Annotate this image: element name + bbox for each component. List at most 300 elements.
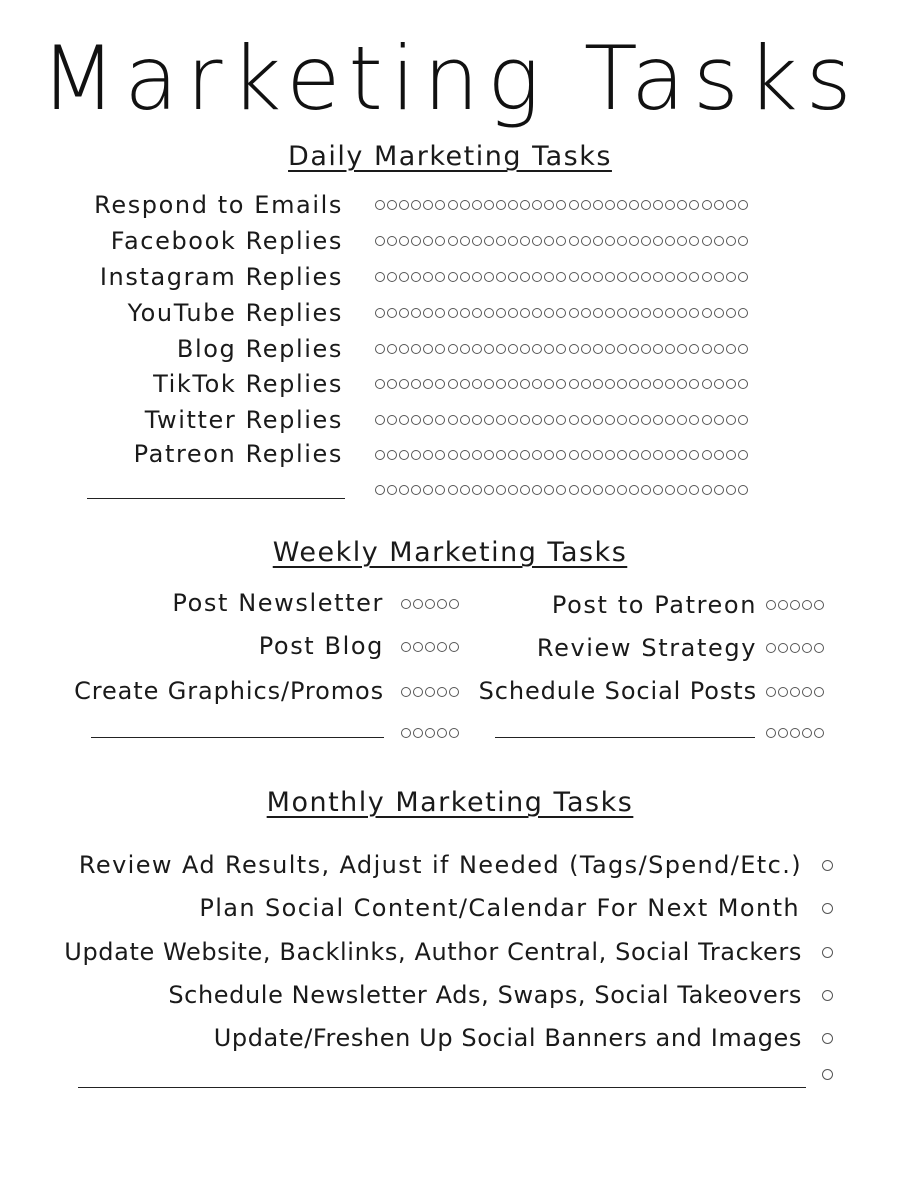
tracker-circle[interactable] xyxy=(375,485,385,495)
tracker-circle[interactable] xyxy=(472,415,482,425)
tracker-circle[interactable] xyxy=(556,415,566,425)
tracker-circle[interactable] xyxy=(472,485,482,495)
tracker-circle[interactable] xyxy=(496,272,506,282)
tracker-circle[interactable] xyxy=(375,308,385,318)
tracker-circle[interactable] xyxy=(790,643,800,653)
tracker-circle[interactable] xyxy=(484,200,494,210)
tracker-circle[interactable] xyxy=(802,687,812,697)
tracker-circle[interactable] xyxy=(460,344,470,354)
tracker-circle[interactable] xyxy=(677,379,687,389)
tracker-circle[interactable] xyxy=(802,643,812,653)
tracker-circle[interactable] xyxy=(581,485,591,495)
tracker-circle[interactable] xyxy=(496,379,506,389)
tracker-circle[interactable] xyxy=(726,485,736,495)
tracker-circle[interactable] xyxy=(702,344,712,354)
tracker-circle[interactable] xyxy=(593,344,603,354)
tracker-circle[interactable] xyxy=(520,272,530,282)
tracker-circle[interactable] xyxy=(532,344,542,354)
tracker-circle[interactable] xyxy=(375,236,385,246)
tracker-circle[interactable] xyxy=(472,272,482,282)
tracker-circle[interactable] xyxy=(726,272,736,282)
tracker-circle[interactable] xyxy=(653,272,663,282)
tracker-circle[interactable] xyxy=(790,687,800,697)
tracker-circle[interactable] xyxy=(605,308,615,318)
tracker-circle[interactable] xyxy=(726,450,736,460)
tracker-circle[interactable] xyxy=(605,450,615,460)
tracker-circle[interactable] xyxy=(617,200,627,210)
tracker-circle[interactable] xyxy=(689,450,699,460)
tracker-circle[interactable] xyxy=(689,344,699,354)
tracker-circle[interactable] xyxy=(508,200,518,210)
tracker-circle[interactable] xyxy=(484,272,494,282)
tracker-circle[interactable] xyxy=(375,200,385,210)
tracker-circle[interactable] xyxy=(778,728,788,738)
tracker-circle[interactable] xyxy=(738,485,748,495)
tracker-circle[interactable] xyxy=(399,200,409,210)
tracker-circle[interactable] xyxy=(617,379,627,389)
tracker-circle[interactable] xyxy=(387,450,397,460)
tracker-circle[interactable] xyxy=(702,200,712,210)
tracker-circle[interactable] xyxy=(714,200,724,210)
tracker-circle[interactable] xyxy=(472,200,482,210)
tracker-circle[interactable] xyxy=(423,485,433,495)
tracker-circle[interactable] xyxy=(399,415,409,425)
tracker-circle[interactable] xyxy=(520,236,530,246)
tracker-circle[interactable] xyxy=(387,485,397,495)
tracker-circle[interactable] xyxy=(460,236,470,246)
tracker-circle[interactable] xyxy=(508,485,518,495)
tracker-circle[interactable] xyxy=(665,200,675,210)
tracker-circle[interactable] xyxy=(702,450,712,460)
tracker-circle[interactable] xyxy=(569,308,579,318)
tracker-circle[interactable] xyxy=(556,485,566,495)
tracker-circle[interactable] xyxy=(435,415,445,425)
tracker-circle[interactable] xyxy=(435,344,445,354)
tracker-circle[interactable] xyxy=(520,379,530,389)
tracker-circle[interactable] xyxy=(665,308,675,318)
tracker-circle[interactable] xyxy=(448,272,458,282)
tracker-circle[interactable] xyxy=(544,200,554,210)
tracker-circle[interactable] xyxy=(581,450,591,460)
monthly-checkbox[interactable] xyxy=(822,903,833,914)
tracker-circle[interactable] xyxy=(435,450,445,460)
tracker-circle[interactable] xyxy=(702,415,712,425)
tracker-circle[interactable] xyxy=(423,450,433,460)
tracker-circle[interactable] xyxy=(629,485,639,495)
tracker-circle[interactable] xyxy=(401,642,411,652)
tracker-circle[interactable] xyxy=(653,236,663,246)
tracker-circle[interactable] xyxy=(569,272,579,282)
tracker-circle[interactable] xyxy=(508,450,518,460)
tracker-circle[interactable] xyxy=(790,600,800,610)
tracker-circle[interactable] xyxy=(411,450,421,460)
tracker-circle[interactable] xyxy=(629,344,639,354)
tracker-circle[interactable] xyxy=(544,272,554,282)
tracker-circle[interactable] xyxy=(460,379,470,389)
tracker-circle[interactable] xyxy=(766,643,776,653)
tracker-circle[interactable] xyxy=(814,687,824,697)
tracker-circle[interactable] xyxy=(399,272,409,282)
tracker-circle[interactable] xyxy=(581,308,591,318)
tracker-circle[interactable] xyxy=(375,450,385,460)
tracker-circle[interactable] xyxy=(460,415,470,425)
tracker-circle[interactable] xyxy=(435,308,445,318)
tracker-circle[interactable] xyxy=(714,272,724,282)
tracker-circle[interactable] xyxy=(387,379,397,389)
tracker-circle[interactable] xyxy=(437,728,447,738)
tracker-circle[interactable] xyxy=(714,344,724,354)
tracker-circle[interactable] xyxy=(520,485,530,495)
tracker-circle[interactable] xyxy=(677,450,687,460)
tracker-circle[interactable] xyxy=(508,308,518,318)
tracker-circle[interactable] xyxy=(738,200,748,210)
tracker-circle[interactable] xyxy=(766,600,776,610)
tracker-circle[interactable] xyxy=(641,485,651,495)
tracker-circle[interactable] xyxy=(423,379,433,389)
tracker-circle[interactable] xyxy=(532,272,542,282)
tracker-circle[interactable] xyxy=(665,379,675,389)
tracker-circle[interactable] xyxy=(665,344,675,354)
tracker-circle[interactable] xyxy=(702,308,712,318)
tracker-circle[interactable] xyxy=(593,272,603,282)
tracker-circle[interactable] xyxy=(641,379,651,389)
tracker-circle[interactable] xyxy=(520,308,530,318)
tracker-circle[interactable] xyxy=(520,344,530,354)
tracker-circle[interactable] xyxy=(605,415,615,425)
tracker-circle[interactable] xyxy=(375,344,385,354)
tracker-circle[interactable] xyxy=(641,450,651,460)
tracker-circle[interactable] xyxy=(689,379,699,389)
tracker-circle[interactable] xyxy=(581,200,591,210)
tracker-circle[interactable] xyxy=(411,308,421,318)
tracker-circle[interactable] xyxy=(802,600,812,610)
tracker-circle[interactable] xyxy=(714,485,724,495)
tracker-circle[interactable] xyxy=(448,379,458,389)
tracker-circle[interactable] xyxy=(629,272,639,282)
tracker-circle[interactable] xyxy=(411,236,421,246)
tracker-circle[interactable] xyxy=(556,200,566,210)
tracker-circle[interactable] xyxy=(401,728,411,738)
tracker-circle[interactable] xyxy=(641,272,651,282)
tracker-circle[interactable] xyxy=(702,236,712,246)
tracker-circle[interactable] xyxy=(738,415,748,425)
tracker-circle[interactable] xyxy=(738,308,748,318)
tracker-circle[interactable] xyxy=(641,308,651,318)
tracker-circle[interactable] xyxy=(556,379,566,389)
tracker-circle[interactable] xyxy=(532,236,542,246)
tracker-circle[interactable] xyxy=(569,236,579,246)
tracker-circle[interactable] xyxy=(629,379,639,389)
tracker-circle[interactable] xyxy=(425,642,435,652)
tracker-circle[interactable] xyxy=(665,415,675,425)
tracker-circle[interactable] xyxy=(677,485,687,495)
tracker-circle[interactable] xyxy=(556,344,566,354)
tracker-circle[interactable] xyxy=(766,687,776,697)
tracker-circle[interactable] xyxy=(496,236,506,246)
tracker-circle[interactable] xyxy=(472,344,482,354)
tracker-circle[interactable] xyxy=(814,600,824,610)
tracker-circle[interactable] xyxy=(641,200,651,210)
tracker-circle[interactable] xyxy=(714,379,724,389)
tracker-circle[interactable] xyxy=(532,415,542,425)
tracker-circle[interactable] xyxy=(544,308,554,318)
tracker-circle[interactable] xyxy=(544,415,554,425)
tracker-circle[interactable] xyxy=(556,236,566,246)
tracker-circle[interactable] xyxy=(617,344,627,354)
tracker-circle[interactable] xyxy=(738,272,748,282)
tracker-circle[interactable] xyxy=(677,236,687,246)
tracker-circle[interactable] xyxy=(425,687,435,697)
tracker-circle[interactable] xyxy=(778,643,788,653)
tracker-circle[interactable] xyxy=(375,272,385,282)
tracker-circle[interactable] xyxy=(665,450,675,460)
tracker-circle[interactable] xyxy=(593,236,603,246)
tracker-circle[interactable] xyxy=(508,272,518,282)
tracker-circle[interactable] xyxy=(641,236,651,246)
tracker-circle[interactable] xyxy=(629,308,639,318)
tracker-circle[interactable] xyxy=(702,272,712,282)
tracker-circle[interactable] xyxy=(593,200,603,210)
tracker-circle[interactable] xyxy=(387,308,397,318)
tracker-circle[interactable] xyxy=(484,450,494,460)
tracker-circle[interactable] xyxy=(617,236,627,246)
tracker-circle[interactable] xyxy=(532,379,542,389)
tracker-circle[interactable] xyxy=(726,344,736,354)
tracker-circle[interactable] xyxy=(629,415,639,425)
tracker-circle[interactable] xyxy=(496,344,506,354)
tracker-circle[interactable] xyxy=(689,200,699,210)
tracker-circle[interactable] xyxy=(556,450,566,460)
tracker-circle[interactable] xyxy=(726,415,736,425)
tracker-circle[interactable] xyxy=(484,308,494,318)
tracker-circle[interactable] xyxy=(448,236,458,246)
tracker-circle[interactable] xyxy=(411,379,421,389)
tracker-circle[interactable] xyxy=(714,415,724,425)
tracker-circle[interactable] xyxy=(423,236,433,246)
tracker-circle[interactable] xyxy=(411,485,421,495)
tracker-circle[interactable] xyxy=(472,236,482,246)
tracker-circle[interactable] xyxy=(425,728,435,738)
tracker-circle[interactable] xyxy=(484,415,494,425)
tracker-circle[interactable] xyxy=(399,450,409,460)
tracker-circle[interactable] xyxy=(617,308,627,318)
tracker-circle[interactable] xyxy=(423,344,433,354)
tracker-circle[interactable] xyxy=(411,272,421,282)
tracker-circle[interactable] xyxy=(425,599,435,609)
tracker-circle[interactable] xyxy=(532,485,542,495)
tracker-circle[interactable] xyxy=(581,236,591,246)
tracker-circle[interactable] xyxy=(532,450,542,460)
tracker-circle[interactable] xyxy=(653,485,663,495)
tracker-circle[interactable] xyxy=(569,200,579,210)
tracker-circle[interactable] xyxy=(496,485,506,495)
tracker-circle[interactable] xyxy=(766,728,776,738)
tracker-circle[interactable] xyxy=(677,308,687,318)
tracker-circle[interactable] xyxy=(738,379,748,389)
monthly-checkbox[interactable] xyxy=(822,990,833,1001)
tracker-circle[interactable] xyxy=(399,379,409,389)
tracker-circle[interactable] xyxy=(496,415,506,425)
tracker-circle[interactable] xyxy=(790,728,800,738)
tracker-circle[interactable] xyxy=(435,272,445,282)
tracker-circle[interactable] xyxy=(726,308,736,318)
tracker-circle[interactable] xyxy=(423,200,433,210)
tracker-circle[interactable] xyxy=(399,485,409,495)
monthly-blank-write-in-line[interactable] xyxy=(78,1087,806,1088)
tracker-circle[interactable] xyxy=(532,308,542,318)
tracker-circle[interactable] xyxy=(653,415,663,425)
tracker-circle[interactable] xyxy=(605,272,615,282)
tracker-circle[interactable] xyxy=(689,236,699,246)
tracker-circle[interactable] xyxy=(484,379,494,389)
tracker-circle[interactable] xyxy=(641,415,651,425)
tracker-circle[interactable] xyxy=(375,415,385,425)
tracker-circle[interactable] xyxy=(738,450,748,460)
tracker-circle[interactable] xyxy=(472,379,482,389)
tracker-circle[interactable] xyxy=(814,728,824,738)
tracker-circle[interactable] xyxy=(520,415,530,425)
tracker-circle[interactable] xyxy=(689,415,699,425)
tracker-circle[interactable] xyxy=(435,379,445,389)
tracker-circle[interactable] xyxy=(629,200,639,210)
tracker-circle[interactable] xyxy=(532,200,542,210)
tracker-circle[interactable] xyxy=(387,415,397,425)
tracker-circle[interactable] xyxy=(641,344,651,354)
tracker-circle[interactable] xyxy=(520,450,530,460)
tracker-circle[interactable] xyxy=(581,379,591,389)
tracker-circle[interactable] xyxy=(448,415,458,425)
tracker-circle[interactable] xyxy=(387,272,397,282)
tracker-circle[interactable] xyxy=(677,272,687,282)
tracker-circle[interactable] xyxy=(677,415,687,425)
tracker-circle[interactable] xyxy=(665,485,675,495)
tracker-circle[interactable] xyxy=(629,236,639,246)
tracker-circle[interactable] xyxy=(435,200,445,210)
tracker-circle[interactable] xyxy=(484,344,494,354)
tracker-circle[interactable] xyxy=(544,450,554,460)
tracker-circle[interactable] xyxy=(496,308,506,318)
tracker-circle[interactable] xyxy=(472,450,482,460)
tracker-circle[interactable] xyxy=(411,415,421,425)
tracker-circle[interactable] xyxy=(387,344,397,354)
monthly-checkbox[interactable] xyxy=(822,947,833,958)
tracker-circle[interactable] xyxy=(437,599,447,609)
tracker-circle[interactable] xyxy=(714,308,724,318)
tracker-circle[interactable] xyxy=(617,272,627,282)
monthly-checkbox[interactable] xyxy=(822,1069,833,1080)
daily-blank-write-in-line[interactable] xyxy=(87,498,345,499)
tracker-circle[interactable] xyxy=(375,379,385,389)
tracker-circle[interactable] xyxy=(726,200,736,210)
tracker-circle[interactable] xyxy=(617,415,627,425)
tracker-circle[interactable] xyxy=(399,344,409,354)
tracker-circle[interactable] xyxy=(508,344,518,354)
tracker-circle[interactable] xyxy=(665,272,675,282)
tracker-circle[interactable] xyxy=(544,344,554,354)
tracker-circle[interactable] xyxy=(448,308,458,318)
tracker-circle[interactable] xyxy=(726,379,736,389)
tracker-circle[interactable] xyxy=(484,485,494,495)
tracker-circle[interactable] xyxy=(423,272,433,282)
tracker-circle[interactable] xyxy=(605,379,615,389)
tracker-circle[interactable] xyxy=(460,485,470,495)
tracker-circle[interactable] xyxy=(653,379,663,389)
tracker-circle[interactable] xyxy=(689,308,699,318)
tracker-circle[interactable] xyxy=(593,379,603,389)
tracker-circle[interactable] xyxy=(593,485,603,495)
tracker-circle[interactable] xyxy=(437,687,447,697)
tracker-circle[interactable] xyxy=(617,485,627,495)
tracker-circle[interactable] xyxy=(653,308,663,318)
tracker-circle[interactable] xyxy=(778,687,788,697)
tracker-circle[interactable] xyxy=(411,200,421,210)
tracker-circle[interactable] xyxy=(544,236,554,246)
tracker-circle[interactable] xyxy=(605,344,615,354)
tracker-circle[interactable] xyxy=(581,344,591,354)
tracker-circle[interactable] xyxy=(569,450,579,460)
tracker-circle[interactable] xyxy=(448,200,458,210)
tracker-circle[interactable] xyxy=(689,485,699,495)
tracker-circle[interactable] xyxy=(665,236,675,246)
tracker-circle[interactable] xyxy=(496,450,506,460)
tracker-circle[interactable] xyxy=(738,344,748,354)
tracker-circle[interactable] xyxy=(508,379,518,389)
tracker-circle[interactable] xyxy=(460,308,470,318)
tracker-circle[interactable] xyxy=(544,379,554,389)
tracker-circle[interactable] xyxy=(413,599,423,609)
tracker-circle[interactable] xyxy=(569,485,579,495)
tracker-circle[interactable] xyxy=(702,379,712,389)
tracker-circle[interactable] xyxy=(496,200,506,210)
monthly-checkbox[interactable] xyxy=(822,1033,833,1044)
tracker-circle[interactable] xyxy=(411,344,421,354)
monthly-checkbox[interactable] xyxy=(822,860,833,871)
tracker-circle[interactable] xyxy=(460,272,470,282)
tracker-circle[interactable] xyxy=(569,344,579,354)
tracker-circle[interactable] xyxy=(569,379,579,389)
tracker-circle[interactable] xyxy=(435,485,445,495)
tracker-circle[interactable] xyxy=(556,308,566,318)
tracker-circle[interactable] xyxy=(401,687,411,697)
tracker-circle[interactable] xyxy=(556,272,566,282)
tracker-circle[interactable] xyxy=(508,236,518,246)
tracker-circle[interactable] xyxy=(484,236,494,246)
tracker-circle[interactable] xyxy=(677,344,687,354)
tracker-circle[interactable] xyxy=(677,200,687,210)
tracker-circle[interactable] xyxy=(714,450,724,460)
tracker-circle[interactable] xyxy=(738,236,748,246)
tracker-circle[interactable] xyxy=(605,200,615,210)
tracker-circle[interactable] xyxy=(413,642,423,652)
tracker-circle[interactable] xyxy=(653,450,663,460)
tracker-circle[interactable] xyxy=(581,415,591,425)
tracker-circle[interactable] xyxy=(702,485,712,495)
tracker-circle[interactable] xyxy=(435,236,445,246)
tracker-circle[interactable] xyxy=(387,236,397,246)
tracker-circle[interactable] xyxy=(569,415,579,425)
tracker-circle[interactable] xyxy=(448,450,458,460)
tracker-circle[interactable] xyxy=(653,200,663,210)
tracker-circle[interactable] xyxy=(437,642,447,652)
tracker-circle[interactable] xyxy=(714,236,724,246)
tracker-circle[interactable] xyxy=(778,600,788,610)
tracker-circle[interactable] xyxy=(593,450,603,460)
tracker-circle[interactable] xyxy=(544,485,554,495)
tracker-circle[interactable] xyxy=(423,308,433,318)
tracker-circle[interactable] xyxy=(593,308,603,318)
tracker-circle[interactable] xyxy=(387,200,397,210)
tracker-circle[interactable] xyxy=(472,308,482,318)
